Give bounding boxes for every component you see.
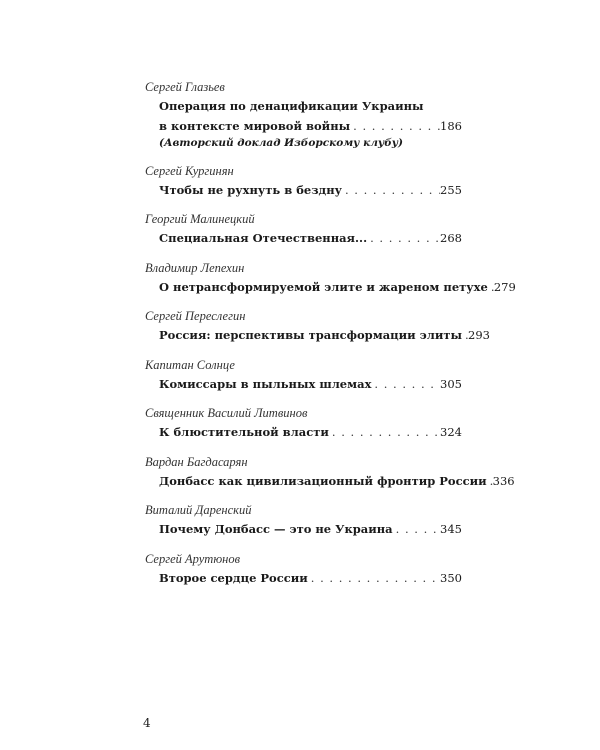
toc-page-number: 255	[440, 182, 462, 197]
dot-leader	[393, 519, 440, 539]
toc-author: Владимир Лепехин	[145, 260, 245, 275]
toc-title: К блюстительной власти	[159, 425, 329, 439]
toc-entry	[145, 78, 462, 151]
page-number: 4	[143, 716, 151, 730]
dot-leader	[308, 568, 440, 588]
toc-page-number: 336	[492, 473, 515, 488]
toc-page-number: 305	[440, 376, 462, 391]
toc-title: Специальная Отечественная...	[159, 231, 368, 245]
toc-entry	[145, 550, 462, 588]
toc-page-number: 268	[440, 231, 462, 245]
toc-page-number: 186	[440, 119, 462, 133]
toc-entry	[145, 307, 490, 345]
table-of-contents	[145, 78, 516, 598]
dot-leader	[350, 116, 440, 136]
toc-title-line	[159, 96, 462, 116]
toc-title-line	[159, 325, 490, 345]
toc-author: Виталий Даренский	[145, 503, 252, 517]
toc-page-number: 345	[440, 522, 462, 536]
toc-entry	[145, 453, 515, 491]
toc-note: (Авторский доклад Изборскому клубу)	[159, 137, 404, 149]
toc-title: О нетрансформируемой элите и жареном петухе	[159, 279, 488, 294]
toc-entry	[145, 501, 462, 539]
toc-title-line	[159, 374, 462, 394]
toc-title: Почему Донбасс — это не Украина	[159, 522, 393, 536]
dot-leader	[367, 228, 440, 248]
dot-leader	[329, 422, 440, 442]
toc-entry	[145, 404, 462, 442]
toc-title: в контексте мировой войны	[159, 119, 351, 133]
toc-title: Комиссары в пыльных шлемах	[159, 376, 372, 391]
toc-page-number: 350	[440, 570, 462, 585]
toc-title-line	[159, 228, 462, 248]
toc-title-line	[159, 180, 462, 200]
toc-title-line	[159, 471, 515, 491]
toc-title: Второе сердце России	[159, 570, 308, 585]
toc-author: Капитан Солнце	[145, 357, 235, 372]
toc-entry	[145, 210, 462, 248]
toc-title: Донбасс как цивилизационный фронтир России	[159, 473, 487, 488]
toc-author: Сергей Кургинян	[145, 163, 234, 178]
toc-title-line	[159, 568, 462, 588]
toc-author: Вардан Багдасарян	[145, 454, 248, 469]
toc-author: Священник Василий Литвинов	[145, 406, 308, 420]
toc-author: Сергей Арутюнов	[145, 551, 241, 566]
toc-entry	[145, 162, 462, 200]
toc-page-number: 279	[493, 279, 516, 294]
toc-author: Георгий Малинецкий	[145, 212, 255, 226]
toc-author: Сергей Глазьев	[145, 80, 225, 94]
toc-entry	[145, 259, 516, 297]
toc-page-number: 324	[440, 425, 462, 439]
toc-title-line	[159, 116, 462, 136]
toc-page-number: 293	[468, 328, 490, 342]
toc-title: Россия: перспективы трансформации элиты	[159, 328, 463, 342]
toc-title-line	[159, 519, 462, 539]
dot-leader	[342, 180, 440, 200]
toc-author: Сергей Переслегин	[145, 309, 246, 323]
toc-title-line	[159, 422, 462, 442]
toc-entry	[145, 356, 462, 394]
toc-title-line	[159, 277, 516, 297]
toc-title: Чтобы не рухнуть в бездну	[159, 182, 342, 197]
dot-leader	[371, 374, 440, 394]
toc-title: Операция по денацификации Украины	[159, 99, 424, 113]
